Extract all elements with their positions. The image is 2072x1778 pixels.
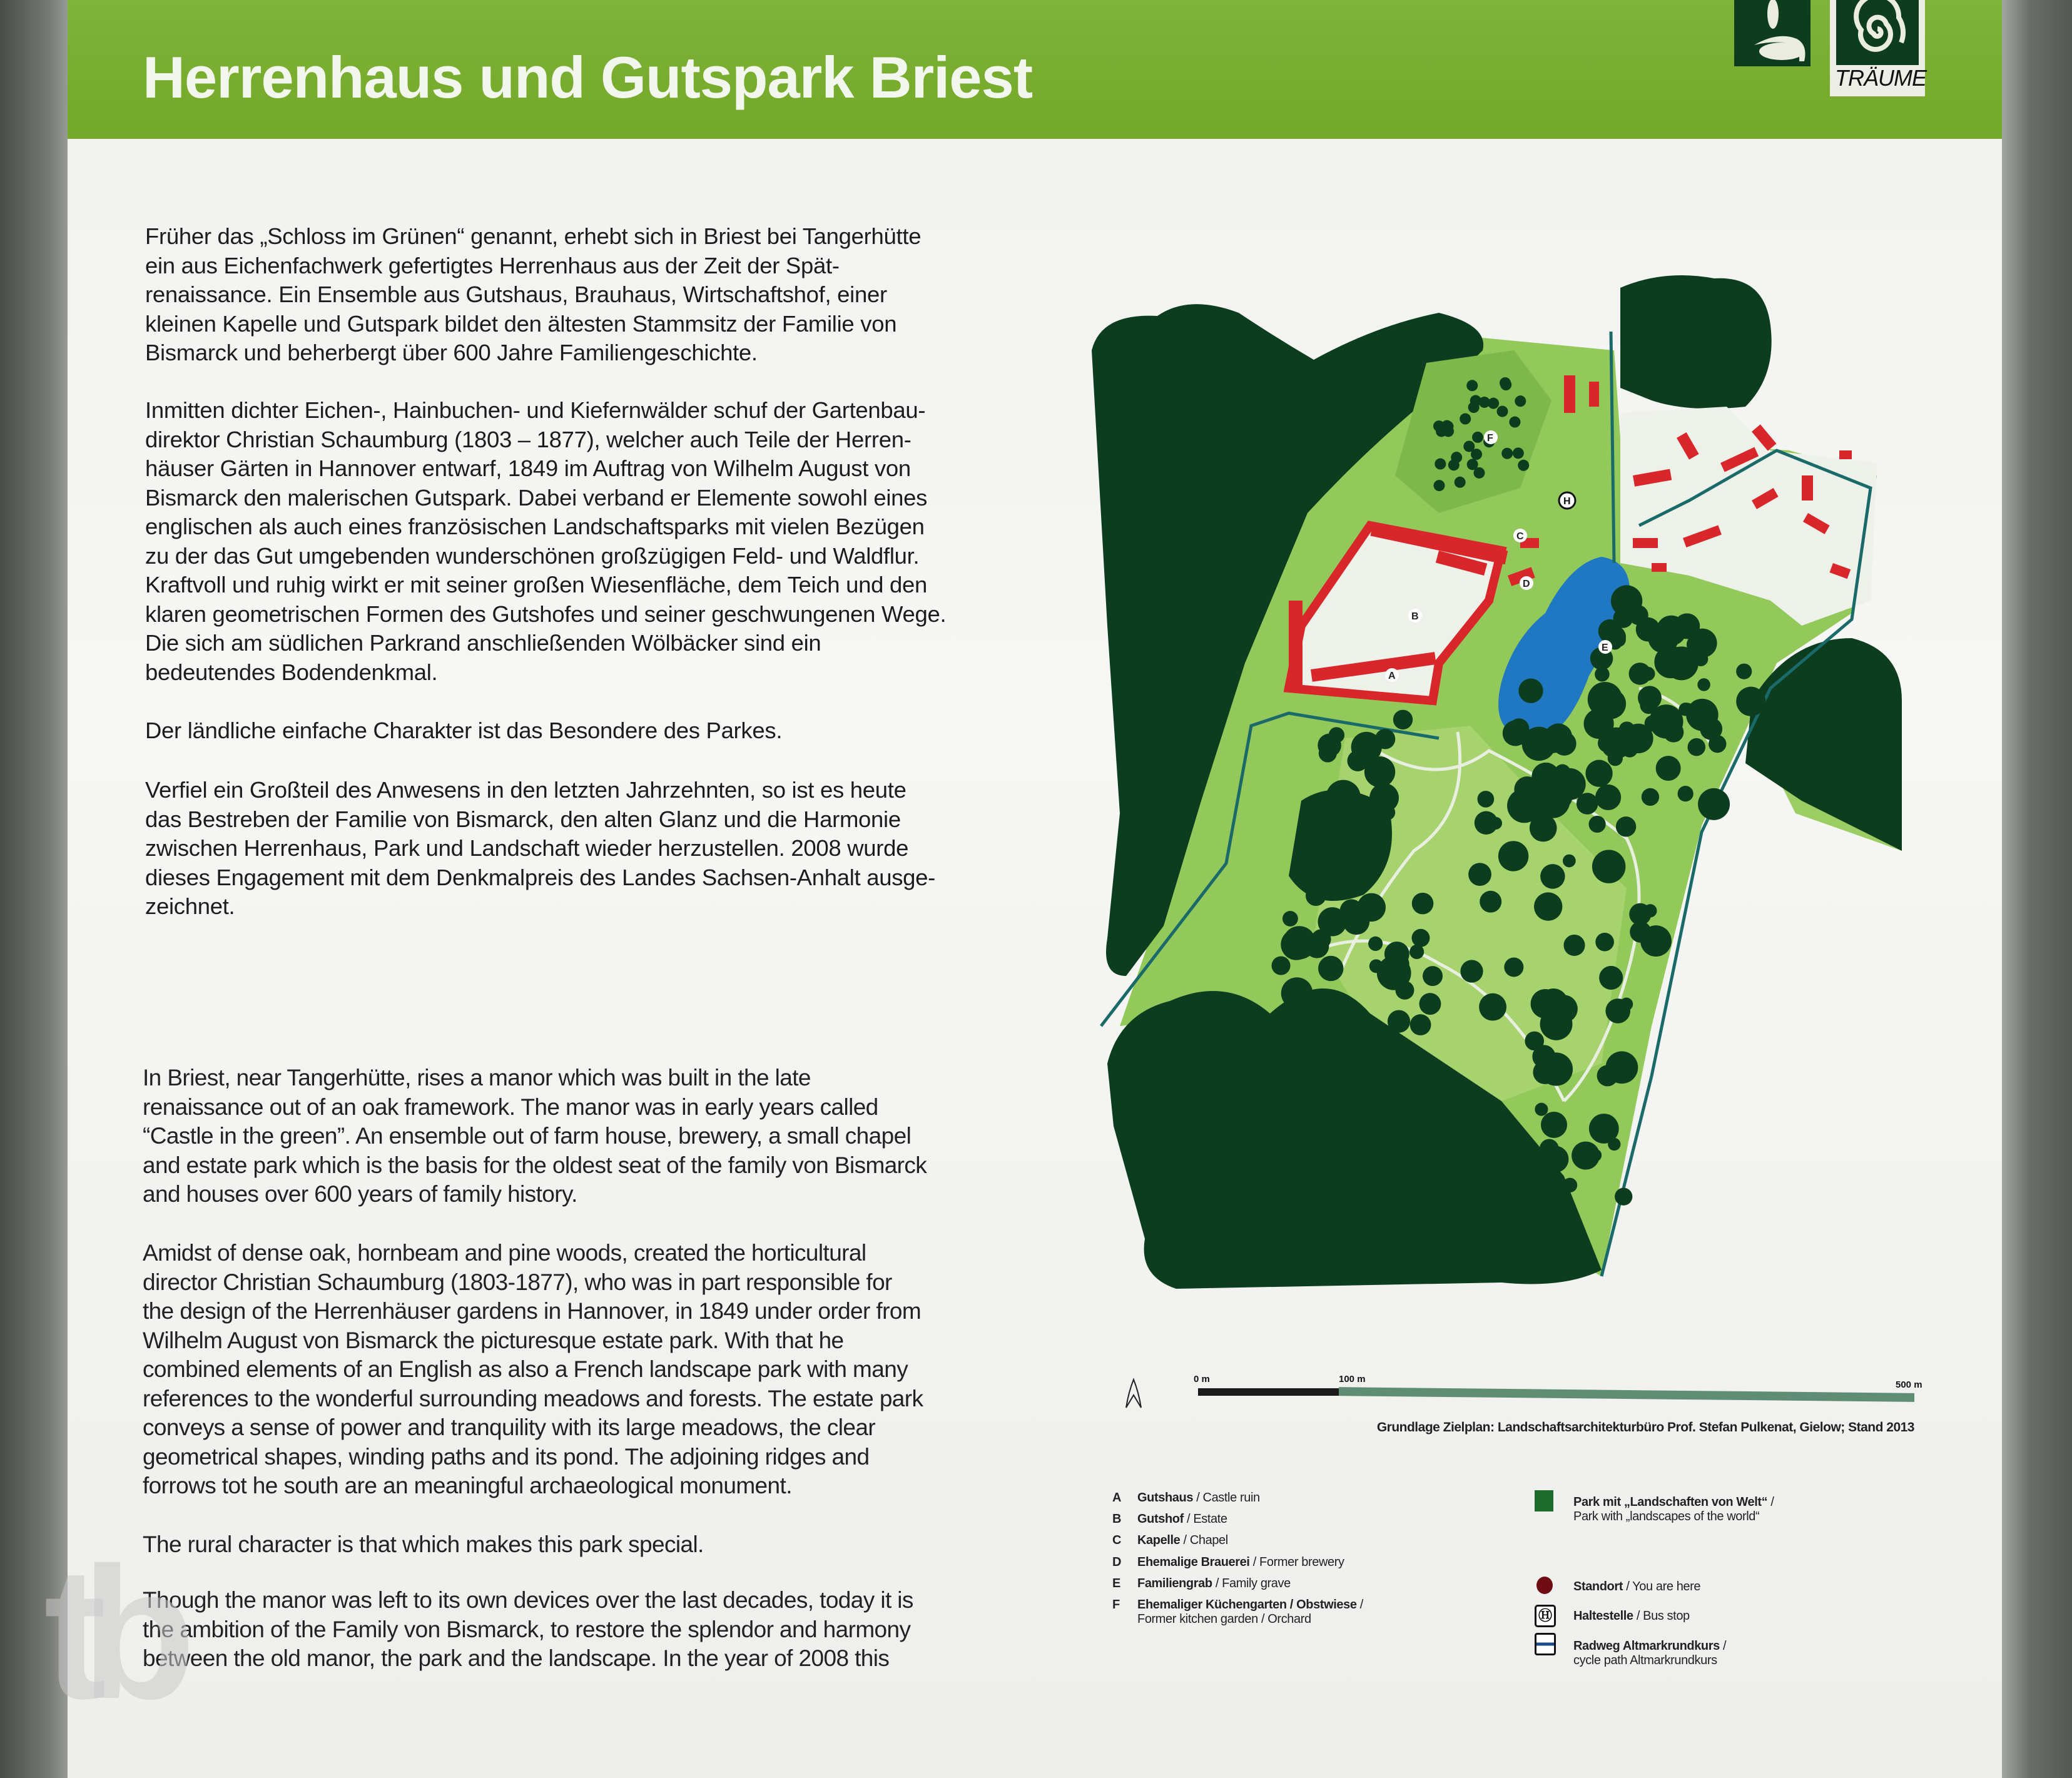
map-tree <box>1615 1188 1632 1206</box>
map-tree <box>1613 608 1633 628</box>
map-building <box>1839 450 1852 459</box>
map-tree <box>1500 379 1511 390</box>
legend-key: C <box>1112 1533 1122 1547</box>
legend-key: A <box>1112 1491 1122 1505</box>
legend-text <box>1137 1555 1344 1570</box>
legend-en: Bus stop <box>1643 1609 1690 1623</box>
legend-de: Kapelle <box>1137 1533 1181 1547</box>
cycle-path-icon <box>1535 1633 1556 1655</box>
map-label-f: F <box>1487 433 1493 444</box>
scale-label-100: 100 m <box>1339 1374 1366 1384</box>
map-tree <box>1595 785 1621 810</box>
legend-text <box>1137 1512 1227 1527</box>
map-building <box>1652 563 1667 572</box>
map-tree <box>1597 1065 1618 1086</box>
legend-separator: / <box>1180 1533 1190 1547</box>
map-tree <box>1282 911 1298 927</box>
legend-en: Former brewery <box>1259 1555 1344 1569</box>
map-tree <box>1460 960 1483 982</box>
map-tree <box>1318 956 1343 981</box>
map-tree <box>1656 756 1681 781</box>
legend-en: cycle path Altmarkrundkurs <box>1573 1654 1717 1667</box>
legend-text <box>1137 1577 1291 1591</box>
legend-key: E <box>1112 1577 1120 1590</box>
map-building <box>1289 601 1303 688</box>
map-tree <box>1589 1149 1602 1162</box>
map-tree <box>1518 460 1529 471</box>
map-tree <box>1468 402 1480 413</box>
map-tree <box>1599 966 1623 990</box>
map-tree <box>1498 841 1528 871</box>
map-tree <box>1630 922 1651 943</box>
map-tree <box>1467 459 1478 470</box>
map-label-c: C <box>1516 531 1524 542</box>
map-tree <box>1595 933 1614 952</box>
map-tree <box>1643 904 1657 917</box>
map-tree <box>1592 850 1625 883</box>
legend-en: You are here <box>1632 1580 1701 1593</box>
legend-key: D <box>1112 1555 1122 1569</box>
legend-en: Former kitchen garden / Orchard <box>1137 1612 1311 1626</box>
map-tree <box>1629 663 1652 685</box>
map-tree <box>1678 786 1694 801</box>
map-label-a: A <box>1388 671 1396 681</box>
legend-separator: / <box>1193 1491 1203 1505</box>
sign-frame-left <box>0 0 69 1778</box>
map-tree <box>1441 420 1453 432</box>
map-tree <box>1577 793 1598 815</box>
map-tree <box>1531 989 1560 1019</box>
map-label-d: D <box>1523 579 1530 589</box>
scale-label-500: 500 m <box>1896 1379 1922 1390</box>
map-tree <box>1616 816 1636 836</box>
map-tree <box>1496 406 1508 417</box>
map-tree <box>1648 939 1664 955</box>
legend-symbol-bus-stop <box>1573 1609 1690 1623</box>
map-building <box>1564 375 1575 413</box>
map-tree <box>1536 784 1570 818</box>
map-tree <box>1306 885 1326 906</box>
map-tree <box>1419 993 1441 1015</box>
map-tree <box>1563 855 1576 868</box>
map-tree <box>1589 1114 1619 1144</box>
map-tree <box>1410 1014 1431 1035</box>
map-tree <box>1540 864 1565 888</box>
map-tree <box>1513 447 1524 459</box>
legend-symbol-cycle-path <box>1573 1639 1726 1668</box>
map-tree <box>1688 738 1705 756</box>
german-paragraph-1: Früher das „Schloss im Grünen“ genannt, erhebt sich in Briest bei Tangerhütte ein aus Eichenfachwerk gefertigtes Herrenhaus aus der Zeit der Spät- renaissance. Ein Ensemble aus Gutshaus, Brauhaus, Wirtschaftshof, einer kleinen Kapelle und Gutspark bildet den ältesten Stammsitz der Familie von Bismarck und beherbergt über 600 Jahre Familiengeschichte. <box>145 223 922 365</box>
map-tree <box>1657 616 1687 646</box>
legend-en: Chapel <box>1189 1533 1228 1547</box>
map-tree <box>1466 380 1478 391</box>
legend-text <box>1137 1598 1363 1627</box>
map-building <box>1802 475 1813 500</box>
english-paragraph-4: Though the manor was left to its own devices over the last decades, today it is the ambition of the Family von Bismarck, to restore the splendor and harmony between the old manor, the park and the landscape. In the year of 2008 this <box>143 1587 913 1671</box>
english-paragraph-2: Amidst of dense oak, hornbeam and pine woods, created the horticultural director Christian Schaumburg (1803-1877), who was in part responsible for the design of the Herrenhäuser gardens in Hannover, in 1849 under order from Wilhelm August von Bismarck the picturesque estate park. With that he combined elements of an English as also a French landscape park with many references to the wonderful surrounding meadows and forests. The estate park conveys a sense of power and tranquility with its large meadows, the clear geometrical shapes, winding paths and its pond. The adjoining ridges and forrows tot he south are an meaningful archaeological monument. <box>143 1240 923 1498</box>
map-tree <box>1611 632 1626 648</box>
scale-segment-black <box>1198 1388 1339 1396</box>
traeume-logo <box>1830 0 1925 96</box>
map-tree <box>1649 704 1683 738</box>
sign-frame-right <box>2002 0 2072 1778</box>
legend-de: Radweg Altmarkrundkurs <box>1573 1639 1720 1653</box>
map-building <box>1589 382 1599 407</box>
german-paragraph-4: Verfiel ein Großteil des Anwesens in den letzten Jahrzehnten, so ist es heute das Bestreben der Familie von Bismarck, den alten Glanz und die Harmonie zwischen Herrenhaus, Park und Landschaft wieder herzustellen. 2008 wurde dieses Engagement mit dem Denkmalpreis des Landes Sachsen-Anhalt ausge- zeichnet. <box>145 777 936 919</box>
map-label-b: B <box>1411 611 1419 622</box>
legend-separator: / <box>1633 1609 1643 1623</box>
english-paragraph-3: The rural character is that which makes this park special. <box>143 1532 704 1557</box>
scale-bar <box>1101 1364 1939 1451</box>
svg-text:H: H <box>1563 496 1571 507</box>
map-tree <box>1697 678 1710 691</box>
legend-de: Standort <box>1573 1580 1623 1593</box>
map-tree <box>1503 720 1528 746</box>
map-tree <box>1595 667 1610 682</box>
map-tree <box>1620 998 1633 1011</box>
map-tree <box>1563 1178 1577 1192</box>
legend-de: Haltestelle <box>1573 1609 1633 1623</box>
legend-de: Ehemalige Brauerei <box>1137 1555 1250 1569</box>
traeume-logo-text: TRÄUME <box>1835 65 1926 91</box>
map-tree <box>1534 892 1562 920</box>
map-tree <box>1371 768 1385 782</box>
legend-de: Ehemaliger Küchengarten / Obstwiese <box>1137 1598 1357 1612</box>
map-tree <box>1435 459 1446 470</box>
map-tree <box>1434 480 1445 491</box>
map-tree <box>1326 780 1360 815</box>
park-landscapes-icon <box>1535 1490 1553 1511</box>
map-tree <box>1488 398 1499 409</box>
map-tree <box>1588 816 1605 833</box>
park-map <box>1082 238 1914 1301</box>
legend-de: Gutshaus <box>1137 1491 1194 1505</box>
legend-en: Castle ruin <box>1202 1491 1260 1505</box>
map-bus-stop-icon <box>1559 492 1575 509</box>
map-tree <box>1480 891 1501 913</box>
map-tree <box>1475 811 1498 835</box>
map-tree <box>1448 459 1460 470</box>
map-tree <box>1535 1103 1548 1116</box>
map-tree <box>1479 993 1506 1021</box>
legend-de: Familiengrab <box>1137 1577 1212 1590</box>
map-tree <box>1455 477 1466 488</box>
map-tree <box>1598 734 1617 753</box>
legend-key: F <box>1112 1598 1120 1612</box>
legend-separator: / <box>1356 1598 1363 1612</box>
map-tree <box>1318 1013 1348 1044</box>
map-tree <box>1545 723 1573 751</box>
page-title: Herrenhaus und Gutspark Briest <box>143 44 1033 110</box>
scale-label-0: 0 m <box>1194 1374 1210 1384</box>
map-tree <box>1423 966 1443 986</box>
bus-stop-icon: Ⓗ <box>1535 1605 1556 1627</box>
map-tree <box>1688 629 1717 658</box>
legend-separator: / <box>1767 1495 1774 1509</box>
map-tree <box>1369 959 1383 973</box>
legend-en: Estate <box>1193 1512 1227 1526</box>
map-tree <box>1509 417 1520 428</box>
map-tree <box>1393 710 1413 729</box>
map-tree <box>1340 899 1363 922</box>
map-tree <box>1380 805 1395 820</box>
legend-en: Family grave <box>1222 1577 1291 1590</box>
map-tree <box>1541 1112 1567 1138</box>
map-tree <box>1385 952 1409 977</box>
legend-en: Park with „landscapes of the world“ <box>1573 1510 1760 1523</box>
map-tree <box>1654 646 1687 678</box>
map-tree <box>1468 863 1491 886</box>
map-tree <box>1368 937 1383 951</box>
map-tree <box>1318 734 1341 758</box>
map-tree <box>1540 1139 1559 1159</box>
map-tree <box>1463 440 1475 452</box>
legend-separator: / <box>1719 1639 1727 1653</box>
map-tree <box>1501 448 1513 459</box>
map-tree <box>1388 1010 1410 1033</box>
map-label-e: E <box>1602 643 1608 653</box>
legend-separator: / <box>1183 1512 1194 1526</box>
map-tree <box>1563 935 1585 956</box>
map-tree <box>1281 977 1313 1009</box>
map-tree <box>1289 1008 1315 1034</box>
map-tree <box>1478 791 1495 808</box>
legend-key: B <box>1112 1512 1122 1526</box>
map-tree <box>1472 432 1483 443</box>
map-tree <box>1460 414 1471 425</box>
map-tree <box>1272 956 1291 975</box>
map-credit: Grundlage Zielplan: Landschaftsarchitekturbüro Prof. Stefan Pulkenat, Gielow; Stand 2013 <box>1376 1420 1914 1435</box>
map-tree <box>1395 981 1414 1000</box>
german-paragraph-2: Inmitten dichter Eichen-, Hainbuchen- und Kiefernwälder schuf der Gartenbau- direktor Christian Schaumburg (1803 – 1877), welcher auch Teile der Herren- häuser Gärten in Hannover entwarf, 1849 im Auftrag von Wilhelm August von Bismarck den malerischen Gutspark. Dabei verband er Elemente sowohl eines englischen als auch eines französischen Landschaftsparks mit vielen Bezügen zu der das Gut umgebenden wunderschönen großzügigen Feld- und Waldflur. Kraftvoll und ruhig wirkt er mit seiner großen Wiesenfläche, dem Teich und den klaren geometrischen Formen des Gutshofes und seiner geschwungenen Wege. Die sich am südlichen Parkrand anschließenden Wölbäcker sind ein bedeutendes Bodendenkmal. <box>145 397 947 685</box>
map-tree <box>1515 395 1526 407</box>
german-paragraph-3: Der ländliche einfache Charakter ist das Besondere des Parkes. <box>145 718 783 743</box>
map-tree <box>1504 957 1523 977</box>
landscapes-of-the-world-logo <box>1734 0 1810 66</box>
north-arrow-icon <box>1120 1376 1157 1414</box>
legend-symbol-location <box>1573 1580 1700 1594</box>
you-are-here-icon <box>1536 1577 1553 1594</box>
legend-text <box>1137 1533 1228 1548</box>
map-tree <box>1585 760 1612 787</box>
legend-de: Park mit „Landschaften von Welt“ <box>1573 1495 1768 1509</box>
legend-de: Gutshof <box>1137 1512 1184 1526</box>
map-tree <box>1282 926 1316 959</box>
map-tree <box>1518 679 1543 703</box>
map-tree <box>1680 703 1694 716</box>
map-tree <box>1348 750 1369 771</box>
scale-segment-green <box>1339 1387 1914 1402</box>
map-tree <box>1736 664 1752 679</box>
map-forest-northeast <box>1620 275 1772 409</box>
map-building <box>1633 538 1658 548</box>
map-tree <box>1698 788 1730 820</box>
legend-separator: / <box>1249 1555 1260 1569</box>
map-tree <box>1596 689 1627 719</box>
watermark-logo: tb <box>44 1528 171 1738</box>
map-tree <box>1411 929 1430 947</box>
english-paragraph-1: In Briest, near Tangerhütte, rises a manor which was built in the late renaissance out of an oak framework. The manor was in early years called “Castle in the green”. An ensemble out of farm house, brewery, a small chapel and estate park which is the basis for the oldest seat of the family von Bismarck and houses over 600 years of family history. <box>143 1065 927 1207</box>
map-tree <box>1530 815 1557 842</box>
map-tree <box>1642 788 1659 806</box>
map-tree <box>1412 893 1434 915</box>
legend-text <box>1137 1491 1260 1505</box>
map-tree <box>1540 1052 1573 1085</box>
map-tree <box>1686 699 1718 731</box>
legend-separator: / <box>1212 1577 1222 1590</box>
map-tree <box>1736 687 1765 716</box>
legend-separator: / <box>1623 1580 1633 1593</box>
legend-symbol-park <box>1573 1495 1774 1524</box>
